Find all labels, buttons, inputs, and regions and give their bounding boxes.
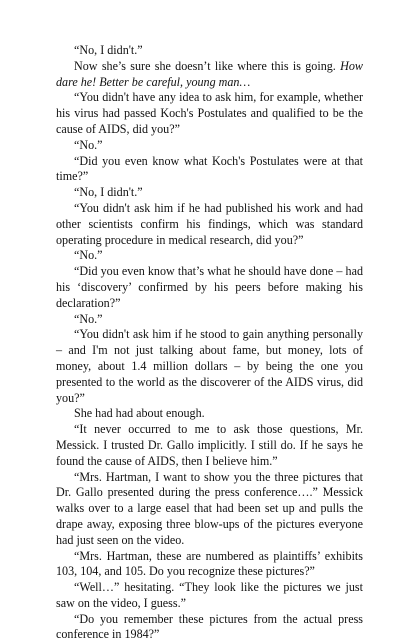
paragraph-text: “Did you even know that’s what he should have done – had his ‘discovery’ confirmed by his peers before making his declaration?” (56, 264, 363, 310)
paragraph-text: “Did you even know what Koch's Postulates were at that time?” (56, 153, 363, 184)
paragraph-text: “No.” (74, 311, 103, 326)
paragraph (56, 470, 363, 549)
paragraph (56, 90, 363, 137)
paragraph (56, 549, 363, 581)
paragraph-text: “No, I didn't.” (74, 185, 143, 200)
paragraph (56, 312, 363, 328)
paragraph (56, 138, 363, 154)
paragraph-text: “Do you remember these pictures from the actual press conference in 1984?” (56, 611, 363, 642)
paragraph (56, 422, 363, 469)
paragraph (56, 327, 363, 406)
paragraph (56, 154, 363, 186)
paragraph (56, 59, 363, 91)
paragraph-text: “It never occurred to me to ask those questions, Mr. Messick. I trusted Dr. Gallo implicitly. I still do. If he says he found the cause of AIDS, then I believe him.” (56, 422, 363, 468)
paragraph-text: “You didn't ask him if he had published his work and had other scientists confirm his findings, which was standard operating procedure in medical research, did you?” (56, 200, 363, 247)
paragraph (56, 185, 363, 201)
paragraph (56, 43, 363, 59)
paragraph-text: “No.” (74, 137, 103, 152)
paragraph-text: “You didn't have any idea to ask him, for example, whether his virus had passed Koch's Postulates and qualified to be the cause of AIDS, did you?” (56, 90, 363, 136)
paragraph (56, 612, 363, 643)
paragraph-text: “Well…” hesitating. “They look like the pictures we just saw on the video, I guess.” (56, 580, 363, 610)
paragraph-text: She had had about enough. (74, 406, 205, 421)
paragraph (56, 264, 363, 311)
paragraph-text: “No.” (74, 248, 103, 263)
paragraph (56, 248, 363, 264)
paragraph (56, 406, 363, 422)
paragraph-text: “No, I didn't.” (74, 43, 143, 57)
paragraph (56, 201, 363, 248)
paragraph-text: “Mrs. Hartman, I want to show you the three pictures that Dr. Gallo presented during the press conference….” Messick walks over to a large easel that had been set up and pulls the drape away, exposing three blow-ups of the pictures everyone had just seen on the video. (56, 469, 363, 547)
paragraph-text: “Mrs. Hartman, these are numbered as plaintiffs’ exhibits 103, 104, and 105. Do you recognize these pictures?” (56, 548, 363, 579)
paragraph-text: “You didn't ask him if he stood to gain anything personally – and I'm not just talking about fame, but money, lots of money, about 1.4 million dollars – by being the one you presented to the world as the discoverer of the AIDS virus, did you?” (56, 327, 363, 405)
paragraph (56, 580, 363, 612)
paragraph-italic-text: How dare he! Better be careful, young man… (56, 58, 363, 89)
paragraph-text: Now she’s sure she doesn’t like where this is going. (74, 58, 341, 73)
book-page (56, 43, 363, 643)
